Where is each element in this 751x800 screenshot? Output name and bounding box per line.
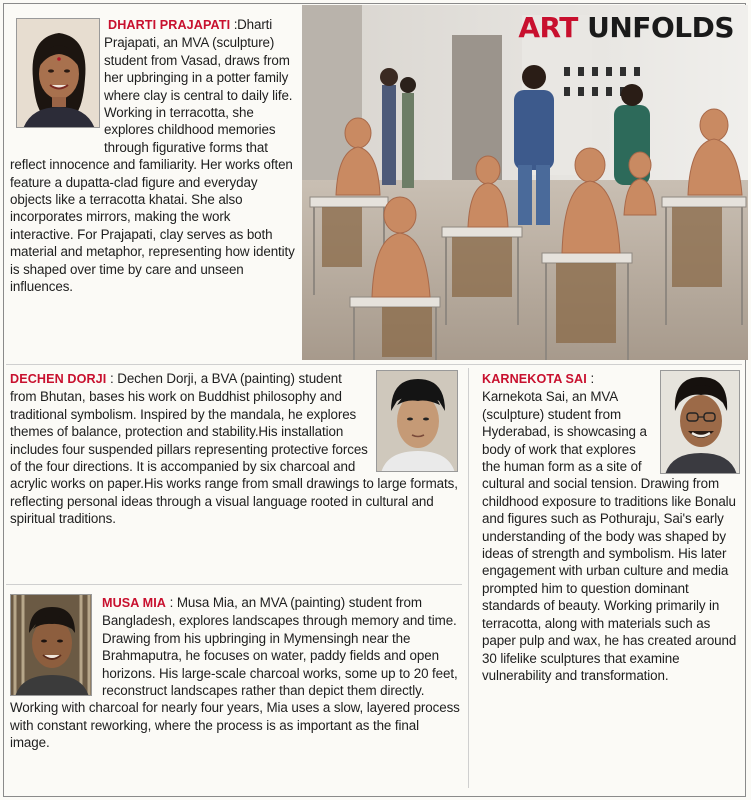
profile-text: Dharti Prajapati, an MVA (sculpture) student from Vasad, draws from her upbringing in a potter family where clay is central to daily life. Working in terracotta, she explores childhood memories through figurative forms that reflect innocence and familiarity. Her works often feature a dupatta-clad figure and everyday objects like a terracotta khatai. She also incorporates mirrors, making the work interactive. For Prajapati, clay serves as both material and metaphor, representing how identity is shaped over time by care and unseen influences. [10, 17, 295, 295]
profile-name: DECHEN DORJI [10, 372, 107, 386]
profile-text: KARNEKOTA SAI : Karnekota Sai, an MVA (sculpture) student from Hyderabad, is showcasing a body of work that explores the human form as a site of cultural and social tension. Drawing from childhood exposure to traditions like Bonalu and figures such as Pothuraju, Sai's early understanding of the body was shaped by ideas of strength and symbolism. His later engagement with urban culture and media prompted him to question dominant standards of beauty. Working primarily in terracotta, along with materials such as paper pulp and wax, he has created around 30 lifelike sculptures that examine vulnerability and transformation. [482, 371, 737, 683]
profile-name: MUSA MIA [102, 596, 166, 610]
horizontal-divider [6, 584, 462, 585]
profile-text: MUSA MIA : Musa Mia, an MVA (painting) student from Bangladesh, explores landscapes through memory and time. Drawing from his upbringing in Mymensingh near the Brahmaputra, he focuses on water, paddy fields and open horizons. His large-scale charcoal works, some up to 20 feet, reconstruct landscapes rather than depict them directly. Working with charcoal for nearly four years, Mia uses a slow, layered process with constant reworking, where the process is as important as the final image. [10, 595, 460, 751]
profile-musa-mia [10, 594, 462, 794]
headline: ART UNFOLDS [518, 11, 734, 44]
profile-text: DECHEN DORJI : Dechen Dorji, a BVA (painting) student from Bhutan, bases his work on Buddhist philosophy and traditional symbolism. Inspired by the mandala, he explores themes of balance, protection and stability.His installation includes four suspended pillars representing protective forces of the four directions. It is accompanied by six charcoal and acrylic works on paper.His works range from small drawings to large formats, reflecting personal ideas through a visual language rooted in cultural and spiritual traditions. [10, 371, 458, 527]
exhibition-photo [302, 5, 748, 360]
vertical-divider [468, 368, 469, 788]
profile-karnekota-sai [482, 370, 740, 790]
profile-name: DHARTI PRAJAPATI [108, 18, 231, 32]
horizontal-divider [6, 364, 742, 365]
profile-dechen-dorji [10, 370, 462, 580]
profile-dharti-prajapati: DHARTI PRAJAPATI : Dharti Prajapati, an MVA (sculpture) student from Vasad, draws from her upbringing in a potter family where clay is central to daily life. Working in terracotta, she explores childhood memories through figurative forms that reflect innocence and familiarity. Her works often feature a dupatta-clad figure and everyday objects like a terracotta khatai. She also incorporates mirrors, making the work interactive. For Prajapati, clay serves as both material and metaphor, representing how identity is shaped over time by care and unseen influences. [10, 17, 295, 295]
profile-name: KARNEKOTA SAI [482, 372, 587, 386]
